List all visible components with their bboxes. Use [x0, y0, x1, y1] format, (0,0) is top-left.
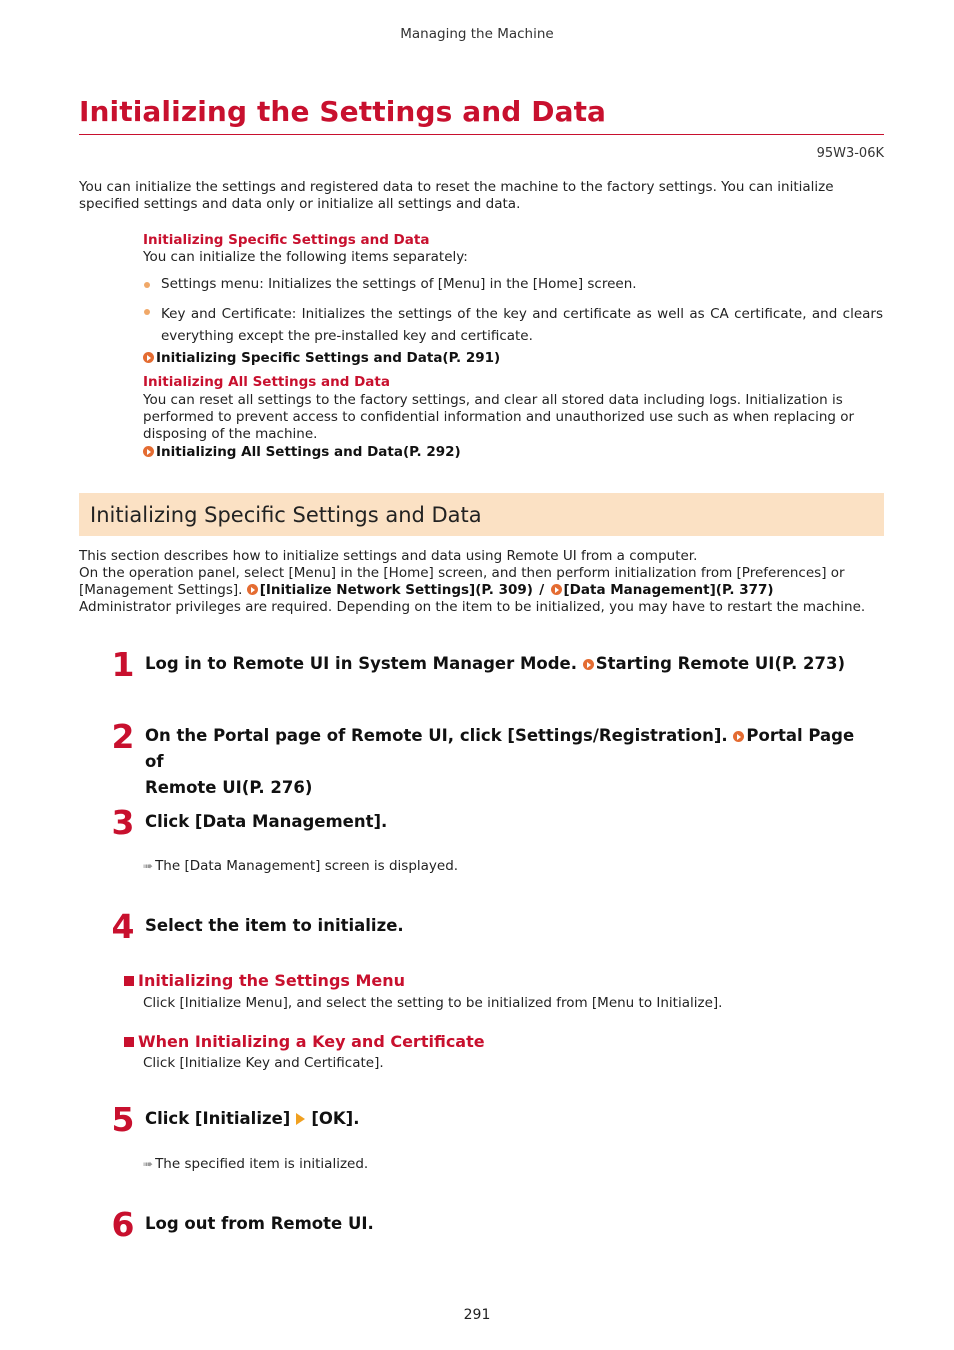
step-number: 2: [111, 717, 135, 756]
section-line: On the operation panel, select [Menu] in the [Home] screen, and then perform initialization from [Preferences] or: [79, 565, 845, 581]
overview-all-heading: Initializing All Settings and Data: [143, 374, 390, 390]
step-result: ➠ The [Data Management] screen is displayed.: [143, 858, 459, 874]
step-number: 6: [111, 1205, 135, 1244]
running-header: Managing the Machine: [400, 26, 554, 42]
bullet-dot-icon: [144, 309, 150, 315]
overview-all-text: You can reset all settings to the factory settings, and clear all stored data including logs. Initialization is performed to prevent access to confidential information and unauthorized use such as when replacing or disposing of the machine.: [143, 392, 855, 442]
circle-arrow-icon: [143, 352, 154, 363]
page-number: 291: [463, 1307, 491, 1323]
overview-specific-heading: Initializing Specific Settings and Data: [143, 232, 430, 248]
section-title: Initializing Specific Settings and Data: [90, 503, 482, 527]
step-text: Click [Data Management].: [145, 812, 388, 831]
circle-arrow-icon: [733, 731, 744, 742]
triangle-right-icon: [296, 1113, 305, 1125]
overview-specific-lead: You can initialize the following items separately:: [143, 249, 468, 265]
link-portal-page-cont[interactable]: Remote UI(P. 276): [145, 778, 313, 797]
link-all-settings[interactable]: Initializing All Settings and Data(P. 292): [143, 444, 461, 460]
link-initialize-network[interactable]: [Initialize Network Settings](P. 309): [247, 582, 533, 598]
link-portal-page[interactable]: Portal Page of: [145, 726, 855, 771]
step-number: 1: [111, 645, 135, 684]
link-specific-settings[interactable]: Initializing Specific Settings and Data(P. 291): [143, 350, 500, 366]
subheading: Initializing the Settings Menu: [124, 971, 405, 990]
step-text: Log out from Remote UI.: [145, 1214, 374, 1233]
step-text: Click [Initialize] [OK].: [145, 1109, 360, 1128]
overview-bullet: Settings menu: Initializes the settings of [Menu] in the [Home] screen.: [161, 276, 637, 292]
step-result: ➠ The specified item is initialized.: [143, 1156, 369, 1172]
circle-arrow-icon: [143, 446, 154, 457]
document-id: 95W3-06K: [816, 146, 884, 161]
bullet-dot-icon: [144, 282, 150, 288]
title-divider: [79, 134, 884, 135]
circle-arrow-icon: [583, 659, 594, 670]
arrow-right-icon: ➠: [143, 859, 154, 873]
subheading-text: Click [Initialize Key and Certificate].: [143, 1055, 384, 1071]
section-line: This section describes how to initialize settings and data using Remote UI from a computer.: [79, 548, 698, 564]
subheading-text: Click [Initialize Menu], and select the setting to be initialized from [Menu to Initialize].: [143, 995, 723, 1011]
step-number: 3: [111, 803, 135, 842]
section-line: Administrator privileges are required. Depending on the item to be initialized, you may have to restart the machine.: [79, 599, 866, 615]
link-starting-remote-ui[interactable]: Starting Remote UI(P. 273): [583, 654, 845, 673]
link-data-management[interactable]: [Data Management](P. 377): [551, 582, 774, 598]
step-number: 4: [111, 907, 135, 946]
circle-arrow-icon: [247, 584, 258, 595]
arrow-right-icon: ➠: [143, 1157, 154, 1171]
section-line-links: [Management Settings]. [Initialize Network Settings](P. 309) / [Data Management](P. 377): [79, 582, 774, 598]
intro-text: You can initialize the settings and registered data to reset the machine to the factory settings. You can initialize specified settings and data only or initialize all settings and data.: [79, 179, 834, 212]
step-number: 5: [111, 1100, 135, 1139]
step-text: Select the item to initialize.: [145, 916, 404, 935]
step-text: On the Portal page of Remote UI, click [Settings/Registration]. Portal Page of Remote UI(P. 276): [145, 726, 855, 797]
overview-bullet: Key and Certificate: Initializes the settings of the key and certificate as well as CA certificate, and clears everything except the pre-installed key and certificate.: [161, 306, 883, 344]
page-title: Initializing the Settings and Data: [79, 95, 607, 128]
circle-arrow-icon: [551, 584, 562, 595]
step-text: Log in to Remote UI in System Manager Mode. Starting Remote UI(P. 273): [145, 654, 846, 673]
subheading: When Initializing a Key and Certificate: [124, 1032, 485, 1051]
square-bullet-icon: [124, 976, 134, 986]
square-bullet-icon: [124, 1037, 134, 1047]
